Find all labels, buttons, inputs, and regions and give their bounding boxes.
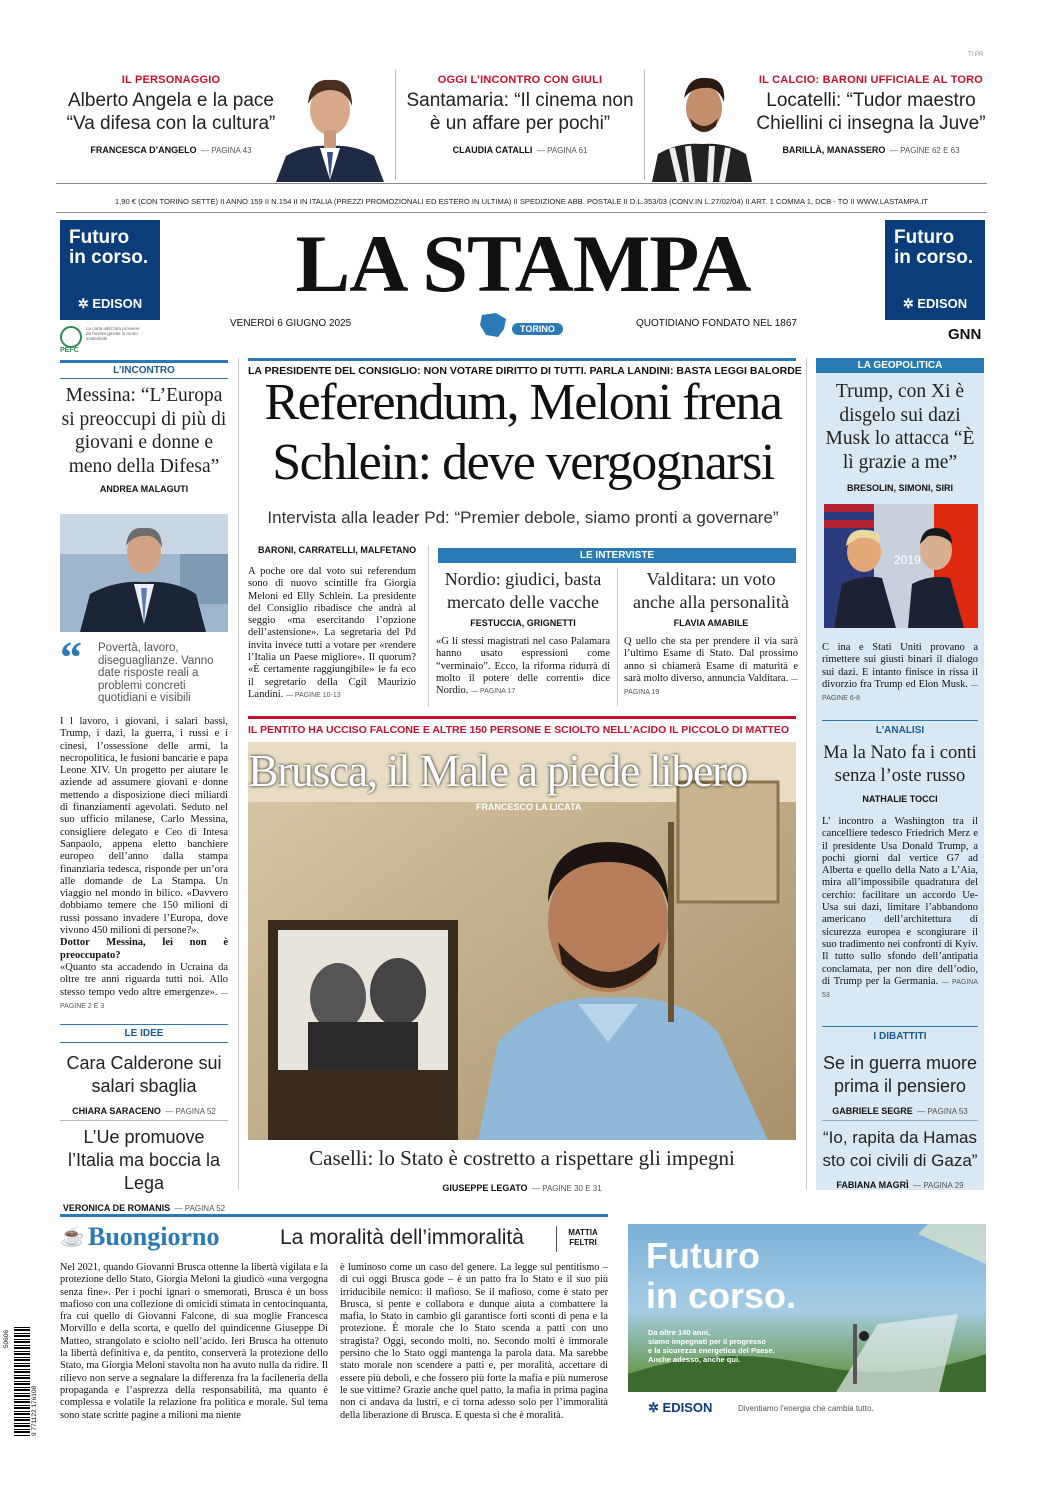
intervista-byline: FLAVIA AMABILE: [673, 618, 749, 628]
section-label-interviste: LE INTERVISTE: [438, 548, 796, 563]
ad-big-text-1: Da oltre 140 anni,: [648, 1328, 711, 1337]
top-teaser-byline: CLAUDIA CATALLI: [452, 145, 533, 155]
ad-line2: in corso.: [69, 247, 149, 268]
brusca-kicker: IL PENTITO HA UCCISO FALCONE E ALTRE 150 PERSONE E SCIOLTO NELL’ACIDO IL PICCOLO DI MATTEO: [248, 724, 789, 736]
top-teaser-2[interactable]: [400, 74, 640, 158]
city-badge[interactable]: TORINO: [512, 323, 563, 335]
idee-headline: L’Ue promuove l’Italia ma boccia la Lega: [67, 1127, 221, 1193]
buongiorno-col-2: è luminoso come un caso del genere. La legge sul pentitismo – di cui oggi Brusca gode – è un patto fra lo Stato e il suo più irriducibile nemico: il mafioso. Se il mafioso, come è stato per Brusca, si pente e collabora e dunque aiuta a combattere la mafia, lo Stato in cambio gli garantisce forti sconti di pena e la protezione. È morale che lo Stato scenda a patti con uno stragista? Oggi, secondo molti, no. Secondo molti è immorale persino che lo Stato oggi mantenga la parola data. Ma sarebbe stato morale non scendere a patti e, per moralità, accettare di essere più deboli, e che fossero più forte la mafia e più numerose le sue vittime? Grazie anche quel patto, la mafia in prima pagina non ci andava da lustri, e ci torna adesso solo per l’immoralità della liberazione di Brusca. E questa sì che è moralità.: [340, 1262, 608, 1421]
idee-section: [60, 1024, 228, 1043]
top-teaser-page: — PAGINA 43: [201, 146, 252, 155]
lead-headline-1[interactable]: Referendum, Meloni frena: [264, 374, 782, 431]
top-teaser-page: — PAGINE 62 E 63: [889, 146, 960, 155]
section-label-analisi: L’ANALISI: [822, 720, 978, 736]
coffee-cup-icon: ☕: [60, 1226, 85, 1248]
caselli-byline: GIUSEPPE LEGATO: [442, 1183, 528, 1193]
idee-2[interactable]: [60, 1126, 228, 1216]
analisi-body[interactable]: [822, 816, 978, 1002]
dibattito-headline: “Io, rapita da Hamas sto coi civili di Gaza”: [822, 1128, 978, 1170]
edison-logo-icon: ✲: [902, 296, 914, 311]
intervista-page: — PAGINA 19: [624, 675, 798, 697]
divider: [617, 568, 618, 706]
idee-byline: CHIARA SARACENO: [72, 1106, 161, 1116]
ad-brand: EDISON: [917, 296, 968, 311]
messina-answer: «Quanto sta accadendo in Ucraina da oltre tre anni riguarda tutti noi. Allo stesso tempo vedo altre emergenze».: [60, 961, 228, 998]
divider: [822, 1120, 978, 1121]
intervista-page: — PAGINA 17: [471, 688, 516, 696]
edison-logo-icon: ✲: [77, 296, 89, 311]
dibattito-byline: GABRIELE SEGRE: [832, 1106, 913, 1116]
incontro-headline[interactable]: Messina: “L’Europa si preoccupi di più di giovani e donne e meno della Difesa”: [61, 385, 227, 477]
angela-photo: [276, 68, 384, 182]
dibattito-2[interactable]: [818, 1126, 982, 1193]
top-teaser-headline: Santamaria: “Il cinema non è un affare per pochi”: [406, 90, 634, 134]
left-column: [60, 360, 228, 494]
intervista-byline: FESTUCCIA, GRIGNETTI: [470, 618, 576, 628]
ad-big-tagline: Diventiamo l’energia che cambia tutto.: [738, 1404, 874, 1413]
section-label-idee: LE IDEE: [60, 1024, 228, 1043]
divider: [56, 183, 987, 184]
divider: [806, 358, 807, 1190]
masthead-founded: QUOTIDIANO FONDATO NEL 1867: [636, 318, 797, 329]
divider: [238, 358, 239, 1190]
buongiorno-author-2: FELTRI: [569, 1238, 597, 1247]
buongiorno-label: Buongiorno: [88, 1222, 220, 1251]
idee-headline: Cara Calderone sui salari sbaglia: [66, 1053, 222, 1096]
pefc-label: PEFC: [60, 347, 79, 354]
top-teaser-page: — PAGINA 61: [536, 146, 588, 155]
ad-big-text-4: Anche adesso, anche qui.: [648, 1355, 741, 1364]
geo-page: — PAGINE 6-8: [822, 681, 979, 703]
analisi-page: — PAGINA 53: [822, 978, 978, 1000]
brusca-kicker-wrap: [248, 716, 796, 736]
top-teaser-3[interactable]: [752, 74, 990, 158]
ad-big-text-2: siamo impegnati per il progresso: [648, 1337, 766, 1346]
ad-line1: Futuro: [69, 227, 130, 248]
edison-ad-big[interactable]: [628, 1224, 986, 1438]
section-label-incontro: L’INCONTRO: [60, 360, 228, 379]
geo-body[interactable]: [822, 642, 978, 705]
lead-kicker: LA PRESIDENTE DEL CONSIGLIO: NON VOTARE DIRITTO DI TUTTI. PARLA LANDINI: BASTA LEGGI BALORDE: [248, 365, 802, 377]
dibattito-byline: FABIANA MAGRÌ: [836, 1180, 909, 1190]
ad-big-line1: Futuro: [646, 1235, 760, 1276]
trump-xi-photo: [824, 504, 978, 628]
caselli-headline[interactable]: Caselli: lo Stato è costretto a rispettare gli impegni: [309, 1146, 735, 1170]
edison-ad-right[interactable]: [885, 220, 985, 320]
buongiorno-col-1: Nel 2021, quando Giovanni Brusca ottenne la libertà vigilata e la protezione dello Stato, Giorgia Meloni la giudicò «una vergogna senza fine». Per i pochi ignari o smemorati, Brusca è un boss mafioso con una collezione di omicidi stimata in centocinquanta, fra cui quello di Giovanni Falcone, di sua moglie Francesca Morvillo e della scorta, e quello del quindicenne Giuseppe Di Matteo, strangolato e sciolto nell’acido. Ieri Brusca ha ottenuto la libertà definitiva e, da pentito, conserverà la protezione dello Stato, ma Giorgia Meloni stavolta non ha avuto nulla da ridire. Il rilievo non serve a segnalare la differenza fra la facileneria della propaganda e l’asprezza della responsabilità, ma quanto è complessa e volatile la relazione fra politica e morale. Sul tema sono state scritte pagine a milioni ma niente: [60, 1262, 328, 1421]
divider: [644, 70, 645, 180]
messina-page: — PAGINE 2 E 3: [60, 989, 229, 1010]
pefc-text: La carta utilizzata proviene da foreste gestite in modo sostenibile: [86, 326, 140, 341]
masthead-date: VENERDÌ 6 GIUGNO 2025: [230, 318, 352, 329]
pefc-icon: [60, 326, 82, 348]
lead-body[interactable]: [248, 566, 416, 702]
top-teaser-1[interactable]: [56, 74, 286, 158]
ad-big-line2: in corso.: [646, 1275, 797, 1316]
info-line: 1,90 € (CON TORINO SETTE) II ANNO 159 II N.154 II IN ITALIA (PREZZI PROMOZIONALI ED ESTERO IN ULTIMA) II SPEDIZIONE ABB. POSTALE II D.L.353/03 (CONV.IN L.27/02/04) II ART. 1 COMMA 1, DCB - TO II WWW.LASTAMPA.IT: [114, 197, 929, 206]
ad-big-text-3: e la sicurezza energetica del Paese.: [648, 1346, 775, 1355]
intervista-headline: Valditara: un voto anche alla personalità: [633, 569, 789, 612]
intervista-body: Q uello che sta per prendere il via sarà l’ultimo Esame di Stato. Dal prossimo anno si chiamerà Esame di maturità e sarà molto diverso, annuncia Valditara.: [624, 636, 798, 684]
brusca-byline: FRANCESCO LA LICATA: [476, 802, 582, 812]
idee-page: — PAGINA 52: [165, 1107, 216, 1116]
corner-code: TI PR: [968, 52, 984, 58]
quote-mark-icon: “: [60, 633, 82, 682]
barcode-digits: 9 771122 176108: [31, 1385, 38, 1436]
divider: [60, 1214, 608, 1217]
intervista-1[interactable]: [436, 568, 610, 698]
top-teaser-byline: BARILLÀ, MANASSERO: [782, 145, 886, 155]
geo-body-text: C ina e Stati Uniti provano a rimettere sui giusti binari il dialogo sui dazi. E intanto finisce in rissa il divorzio fra Trump ed Elon Musk.: [822, 642, 978, 690]
idee-page: — PAGINA 52: [174, 1204, 226, 1213]
top-teaser-kicker: OGGI L’INCONTRO CON GIULI: [437, 74, 603, 86]
lead-headline-2[interactable]: Schlein: deve vergognarsi: [272, 434, 774, 491]
top-teaser-headline: Alberto Angela e la pace “Va difesa con la cultura”: [66, 90, 276, 134]
brusca-headline[interactable]: Brusca, il Male a piede libero: [248, 745, 748, 796]
messina-question: Dottor Messina, lei non è preoccupato?: [60, 937, 228, 961]
messina-quote: Povertà, lavoro, diseguaglianze. Vanno date risposte reali a problemi concreti quotidiani e visibili: [98, 642, 214, 704]
intervista-body: «G li stessi magistrati nel caso Palamara hanno usato espressioni come “verminaio”. Ecco, la riforma ridurrà di molto il potere delle correnti» dice Nordio.: [436, 636, 610, 697]
photo-year-text: 2019: [894, 553, 921, 567]
masthead-title[interactable]: LA STAMPA: [295, 218, 751, 309]
locatelli-photo: [652, 68, 752, 182]
pefc-mark: [60, 326, 140, 354]
messina-photo: [60, 514, 228, 632]
edison-ad-left[interactable]: [60, 220, 160, 320]
incontro-byline: ANDREA MALAGUTI: [99, 484, 189, 494]
analisi-headline[interactable]: Ma la Nato fa i conti senza l’oste russo: [823, 743, 977, 786]
idee-byline: VERONICA DE ROMANIS: [62, 1203, 171, 1213]
intervista-2[interactable]: [624, 568, 798, 699]
ad-line1: Futuro: [894, 227, 955, 248]
messina-body: I l lavoro, i giovani, i salari bassi, Trump, i dazi, la guerra, i russi e i cinesi, l’ossessione delle armi, la necropolitica, le fusioni bancarie e papa Leone XIV. Un progetto per aiutare le aziende ad assumere giovani e donne mettendo a disposizione dieci miliardi di finanziamenti agevolati. Seduto nel suo ufficio milanese, Carlo Messina, consigliere delegato e Ceo di Intesa Sanpaolo, appena eletto banchiere europeo dell’anno dalla stampa finanziaria tedesca, risponde per un’ora alle domande de La Stampa. Un viaggio nel mondo in bilico. «Davvero dobbiamo temere che 150 milioni di russi possano invadere l’Europa, dove vivono 450 milioni di persone?».: [60, 716, 228, 937]
dibattito-headline: Se in guerra muore prima il pensiero: [822, 1053, 978, 1096]
dibattito-1[interactable]: [818, 1052, 982, 1119]
top-teaser-kicker: IL PERSONAGGIO: [121, 74, 221, 86]
intervista-headline: Nordio: giudici, basta mercato delle vacche: [444, 569, 602, 612]
gnn-logo: GNN: [948, 326, 982, 343]
lead-body-text: A poche ore dal voto sui referendum sono di nuovo scintille fra Giorgia Meloni ed Elly Schlein. La presidente del Consiglio ribadisce che andrà al seggio «ma esercitando l’opzione dell’astensione». La segretaria del Pd invita invece tutti a votare per «rendere l’Italia un Paese migliore». Il quorum? «È certamente raggiungibile» le fa eco il segretario della Cgil Maurizio Landini.: [248, 566, 416, 700]
buongiorno-author-1: MATTIA: [568, 1228, 598, 1237]
top-teaser-headline: Locatelli: “Tudor maestro Chiellini ci insegna la Juve”: [756, 90, 986, 134]
geo-byline: BRESOLIN, SIMONI, SIRI: [846, 483, 953, 493]
section-label-dibattiti: I DIBATTITI: [822, 1026, 978, 1042]
ad-line2: in corso.: [894, 247, 974, 268]
top-teaser-byline: FRANCESCA D’ANGELO: [90, 145, 197, 155]
divider: [56, 212, 987, 213]
idee-1[interactable]: [60, 1052, 228, 1119]
piemonte-map-icon: [476, 311, 510, 339]
divider: [556, 1226, 557, 1252]
dibattito-page: — PAGINA 53: [917, 1107, 968, 1116]
ad-brand: EDISON: [92, 296, 143, 311]
analisi-body-text: L’ incontro a Washington tra il cancelliere tedesco Friedrich Merz e il presidente Usa Donald Trump, a pochi giorni dal vertice G7 ad Alberta e quello della Nato a L’Aia, mira all’impossibile quadratura del cerchio: facilitare un accordo Ue-Usa sui dazi, limitare l’abbandono americano dell’architettura di sicurezza europea e scongiurare il suo tradimento nei confronti di Kyiv. Il tutto sullo sfondo dell’antipatia conclamata, per non dire dell’odio, di Trump per la Germania.: [822, 816, 978, 987]
messina-article[interactable]: [60, 716, 228, 1013]
divider: [428, 545, 429, 707]
barcode: [14, 1326, 30, 1436]
analisi-byline: NATHALIE TOCCI: [862, 794, 938, 804]
lead-byline: BARONI, CARRATELLI, MALFETANO: [258, 545, 417, 555]
divider: [395, 70, 396, 180]
geo-headline[interactable]: Trump, con Xi è disgelo sui dazi Musk lo attacca “È lì grazie a me”: [825, 381, 975, 473]
dibattito-page: — PAGINA 29: [913, 1181, 964, 1190]
lead-body-page: — PAGINE 10-13: [285, 691, 341, 699]
section-label-geopolitica: LA GEOPOLITICA: [816, 358, 984, 373]
divider: [60, 1120, 228, 1121]
edison-logo-icon: ✲: [648, 1400, 659, 1415]
barcode-issue: 50606: [3, 1330, 10, 1349]
top-teaser-kicker: IL CALCIO: BARONI UFFICIALE AL TORO: [758, 74, 984, 86]
caselli-page: — PAGINE 30 E 31: [531, 1184, 602, 1193]
ad-big-brand: EDISON: [662, 1400, 713, 1415]
buongiorno-title[interactable]: La moralità dell’immoralità: [280, 1226, 524, 1249]
lead-subhead: Intervista alla leader Pd: “Premier debole, siamo pronti a governare”: [267, 508, 779, 527]
